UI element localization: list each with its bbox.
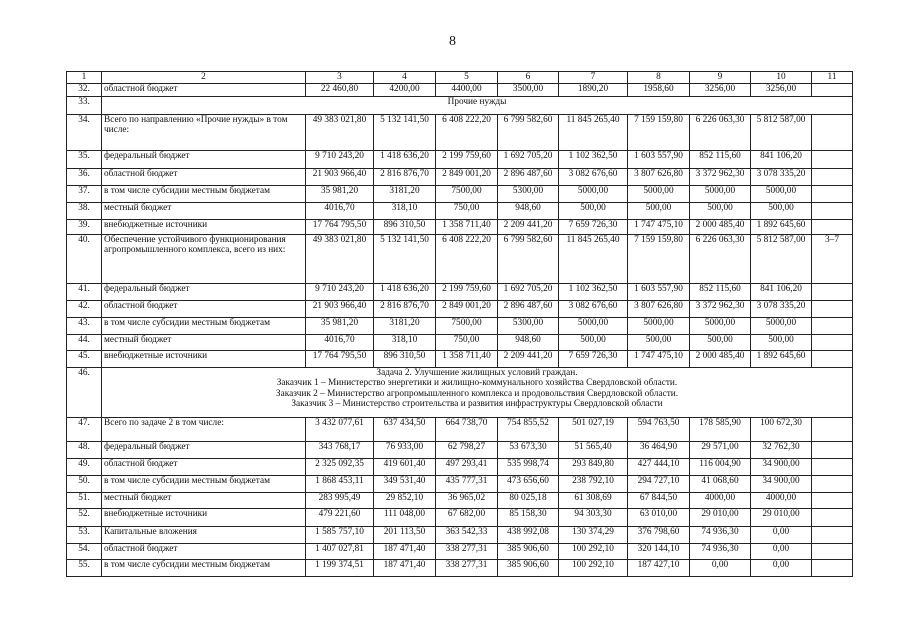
- amount-cell: 100 672,30: [751, 418, 812, 442]
- target-reference-cell: 3–7: [812, 235, 853, 284]
- amount-cell: 2 849 001,20: [436, 301, 498, 318]
- amount-cell: 318,10: [374, 335, 436, 351]
- amount-cell: 67 682,00: [436, 509, 498, 527]
- amount-cell: 500,00: [559, 203, 628, 220]
- column-number: 1: [67, 72, 102, 84]
- amount-cell: 1 603 557,90: [628, 151, 690, 169]
- amount-cell: 500,00: [559, 335, 628, 351]
- amount-cell: 1 892 645,60: [751, 351, 812, 368]
- amount-cell: 896 310,50: [374, 351, 436, 368]
- row-number: 40.: [67, 235, 102, 284]
- amount-cell: 948,60: [498, 335, 559, 351]
- amount-cell: 3256,00: [751, 84, 812, 97]
- table-row: [67, 351, 853, 368]
- table-row: [67, 418, 853, 442]
- amount-cell: 1 747 475,10: [628, 220, 690, 235]
- row-label: местный бюджет: [102, 203, 306, 220]
- row-number: 41.: [67, 284, 102, 301]
- amount-cell: 500,00: [751, 335, 812, 351]
- amount-cell: 4400,00: [436, 84, 498, 97]
- amount-cell: 130 374,29: [559, 527, 628, 544]
- row-label: местный бюджет: [102, 493, 306, 509]
- amount-cell: 2 816 876,70: [374, 169, 436, 186]
- amount-cell: 2 000 485,40: [690, 351, 751, 368]
- row-number: 43.: [67, 318, 102, 335]
- amount-cell: 1 102 362,50: [559, 284, 628, 301]
- table-row: [67, 509, 853, 527]
- row-number: 50.: [67, 476, 102, 493]
- amount-cell: 1 358 711,40: [436, 220, 498, 235]
- amount-cell: 5 132 141,50: [374, 235, 436, 284]
- row-number: 55.: [67, 560, 102, 577]
- table-row: [67, 169, 853, 186]
- amount-cell: 116 004,90: [690, 459, 751, 476]
- table-row: [67, 318, 853, 335]
- amount-cell: 750,00: [436, 335, 498, 351]
- amount-cell: 76 933,00: [374, 442, 436, 459]
- table-row: [67, 335, 853, 351]
- amount-cell: 7 659 726,30: [559, 351, 628, 368]
- amount-cell: 7 659 726,30: [559, 220, 628, 235]
- amount-cell: 500,00: [628, 203, 690, 220]
- amount-cell: 283 995,49: [306, 493, 374, 509]
- amount-cell: 385 906,60: [498, 544, 559, 560]
- table-row: [67, 284, 853, 301]
- amount-cell: 594 763,50: [628, 418, 690, 442]
- section-heading-line: Задача 2. Улучшение жилищных условий граждан.: [376, 368, 578, 378]
- row-label: областной бюджет: [102, 84, 306, 97]
- amount-cell: 500,00: [628, 335, 690, 351]
- target-reference-cell: [812, 169, 853, 186]
- table-row: [67, 301, 853, 318]
- amount-cell: 1 418 636,20: [374, 284, 436, 301]
- amount-cell: 1 102 362,50: [559, 151, 628, 169]
- amount-cell: 2 896 487,60: [498, 301, 559, 318]
- column-number: 7: [559, 72, 628, 84]
- row-label: областной бюджет: [102, 544, 306, 560]
- amount-cell: 385 906,60: [498, 560, 559, 577]
- column-number: 11: [812, 72, 853, 84]
- amount-cell: 4000,00: [751, 493, 812, 509]
- row-label: в том числе субсидии местным бюджетам: [102, 560, 306, 577]
- target-reference-cell: [812, 476, 853, 493]
- amount-cell: 852 115,60: [690, 284, 751, 301]
- amount-cell: 51 565,40: [559, 442, 628, 459]
- amount-cell: 5 132 141,50: [374, 115, 436, 151]
- amount-cell: 74 936,30: [690, 544, 751, 560]
- amount-cell: 67 844,50: [628, 493, 690, 509]
- program-financing-table: [66, 71, 853, 577]
- target-reference-cell: [812, 493, 853, 509]
- row-number: 36.: [67, 169, 102, 186]
- table-row: [67, 544, 853, 560]
- amount-cell: 2 199 759,60: [436, 151, 498, 169]
- amount-cell: 2 896 487,60: [498, 169, 559, 186]
- amount-cell: 1 692 705,20: [498, 284, 559, 301]
- table-row: [67, 97, 853, 115]
- amount-cell: 500,00: [690, 335, 751, 351]
- amount-cell: 376 798,60: [628, 527, 690, 544]
- amount-cell: 438 992,08: [498, 527, 559, 544]
- amount-cell: 2 849 001,20: [436, 169, 498, 186]
- amount-cell: 896 310,50: [374, 220, 436, 235]
- amount-cell: 1 747 475,10: [628, 351, 690, 368]
- amount-cell: 3 372 962,30: [690, 301, 751, 318]
- table-row: [67, 476, 853, 493]
- amount-cell: 535 998,74: [498, 459, 559, 476]
- amount-cell: 2 209 441,20: [498, 351, 559, 368]
- amount-cell: 294 727,10: [628, 476, 690, 493]
- amount-cell: 5000,00: [559, 318, 628, 335]
- row-label: в том числе субсидии местным бюджетам: [102, 476, 306, 493]
- table-body: [67, 72, 853, 577]
- amount-cell: 363 542,33: [436, 527, 498, 544]
- row-number: 54.: [67, 544, 102, 560]
- row-number: 47.: [67, 418, 102, 442]
- amount-cell: 0,00: [751, 527, 812, 544]
- row-label: в том числе субсидии местным бюджетам: [102, 318, 306, 335]
- amount-cell: 2 209 441,20: [498, 220, 559, 235]
- table-row: [67, 84, 853, 97]
- amount-cell: 1 603 557,90: [628, 284, 690, 301]
- amount-cell: 111 048,00: [374, 509, 436, 527]
- amount-cell: 6 408 222,20: [436, 115, 498, 151]
- amount-cell: 1958,60: [628, 84, 690, 97]
- amount-cell: 500,00: [690, 203, 751, 220]
- amount-cell: 35 981,20: [306, 186, 374, 203]
- amount-cell: 6 226 063,30: [690, 115, 751, 151]
- target-reference-cell: [812, 151, 853, 169]
- section-heading: [102, 368, 853, 418]
- amount-cell: 53 673,30: [498, 442, 559, 459]
- target-reference-cell: [812, 220, 853, 235]
- amount-cell: 320 144,10: [628, 544, 690, 560]
- table-row: [67, 220, 853, 235]
- amount-cell: 841 106,20: [751, 151, 812, 169]
- amount-cell: 85 158,30: [498, 509, 559, 527]
- table-row: [67, 493, 853, 509]
- column-number: 2: [102, 72, 306, 84]
- amount-cell: 238 792,10: [559, 476, 628, 493]
- amount-cell: 21 903 966,40: [306, 301, 374, 318]
- amount-cell: 5000,00: [628, 186, 690, 203]
- amount-cell: 427 444,10: [628, 459, 690, 476]
- amount-cell: 7500,00: [436, 318, 498, 335]
- amount-cell: 49 383 021,80: [306, 235, 374, 284]
- amount-cell: 338 277,31: [436, 560, 498, 577]
- amount-cell: 1 868 453,11: [306, 476, 374, 493]
- amount-cell: 34 900,00: [751, 476, 812, 493]
- amount-cell: 500,00: [751, 203, 812, 220]
- amount-cell: 7500,00: [436, 186, 498, 203]
- amount-cell: 17 764 795,50: [306, 351, 374, 368]
- amount-cell: 3 082 676,60: [559, 169, 628, 186]
- amount-cell: 3 078 335,20: [751, 301, 812, 318]
- row-label: федеральный бюджет: [102, 284, 306, 301]
- amount-cell: 3 807 626,80: [628, 301, 690, 318]
- amount-cell: 100 292,10: [559, 544, 628, 560]
- amount-cell: 1 358 711,40: [436, 351, 498, 368]
- amount-cell: 5300,00: [498, 186, 559, 203]
- table-row: [67, 560, 853, 577]
- page-number: 8: [449, 34, 456, 49]
- target-reference-cell: [812, 459, 853, 476]
- amount-cell: 29 571,00: [690, 442, 751, 459]
- amount-cell: 1 585 757,10: [306, 527, 374, 544]
- row-number: 53.: [67, 527, 102, 544]
- amount-cell: 29 852,10: [374, 493, 436, 509]
- amount-cell: 41 068,60: [690, 476, 751, 493]
- amount-cell: 36 464,90: [628, 442, 690, 459]
- section-heading-line: Заказчик 3 – Министерство строительства и развития инфраструктуры Свердловской области: [291, 399, 663, 410]
- column-number: 3: [306, 72, 374, 84]
- amount-cell: 0,00: [751, 560, 812, 577]
- amount-cell: 7 159 159,80: [628, 235, 690, 284]
- column-number: 5: [436, 72, 498, 84]
- row-number: 52.: [67, 509, 102, 527]
- amount-cell: 473 656,60: [498, 476, 559, 493]
- row-label: местный бюджет: [102, 335, 306, 351]
- amount-cell: 318,10: [374, 203, 436, 220]
- amount-cell: 29 010,00: [751, 509, 812, 527]
- amount-cell: 100 292,10: [559, 560, 628, 577]
- amount-cell: 5000,00: [628, 318, 690, 335]
- target-reference-cell: [812, 351, 853, 368]
- amount-cell: 3 082 676,60: [559, 301, 628, 318]
- target-reference-cell: [812, 335, 853, 351]
- amount-cell: 80 025,18: [498, 493, 559, 509]
- amount-cell: 32 762,30: [751, 442, 812, 459]
- row-number: 37.: [67, 186, 102, 203]
- amount-cell: 187 471,40: [374, 560, 436, 577]
- table-row: [67, 151, 853, 169]
- row-label: Обеспечение устойчивого функционирования агропромышленного комплекса, всего из них:: [102, 235, 306, 284]
- target-reference-cell: [812, 115, 853, 151]
- amount-cell: 5000,00: [690, 186, 751, 203]
- amount-cell: 6 226 063,30: [690, 235, 751, 284]
- amount-cell: 6 408 222,20: [436, 235, 498, 284]
- amount-cell: 36 965,02: [436, 493, 498, 509]
- table-row: [67, 235, 853, 284]
- amount-cell: 5300,00: [498, 318, 559, 335]
- target-reference-cell: [812, 560, 853, 577]
- amount-cell: 497 293,41: [436, 459, 498, 476]
- amount-cell: 1 418 636,20: [374, 151, 436, 169]
- target-reference-cell: [812, 318, 853, 335]
- target-reference-cell: [812, 284, 853, 301]
- amount-cell: 6 799 582,60: [498, 115, 559, 151]
- row-number: 49.: [67, 459, 102, 476]
- amount-cell: 664 738,70: [436, 418, 498, 442]
- row-label: Всего по задаче 2 в том числе:: [102, 418, 306, 442]
- amount-cell: 479 221,60: [306, 509, 374, 527]
- amount-cell: 0,00: [751, 544, 812, 560]
- amount-cell: 11 845 265,40: [559, 235, 628, 284]
- amount-cell: 94 303,30: [559, 509, 628, 527]
- amount-cell: 293 849,80: [559, 459, 628, 476]
- amount-cell: 74 936,30: [690, 527, 751, 544]
- amount-cell: 3 078 335,20: [751, 169, 812, 186]
- amount-cell: 841 106,20: [751, 284, 812, 301]
- target-reference-cell: [812, 301, 853, 318]
- amount-cell: 2 199 759,60: [436, 284, 498, 301]
- amount-cell: 1 892 645,60: [751, 220, 812, 235]
- row-label: в том числе субсидии местным бюджетам: [102, 186, 306, 203]
- row-label: федеральный бюджет: [102, 151, 306, 169]
- amount-cell: 1 692 705,20: [498, 151, 559, 169]
- amount-cell: 34 900,00: [751, 459, 812, 476]
- row-label: федеральный бюджет: [102, 442, 306, 459]
- row-label: областной бюджет: [102, 169, 306, 186]
- target-reference-cell: [812, 442, 853, 459]
- table-row: [67, 186, 853, 203]
- section-heading-line: Заказчик 1 – Министерство энергетики и жилищно-коммунального хозяйства Свердловской области.: [276, 378, 678, 389]
- amount-cell: 3 807 626,80: [628, 169, 690, 186]
- amount-cell: 3181,20: [374, 318, 436, 335]
- amount-cell: 3181,20: [374, 186, 436, 203]
- amount-cell: 4016,70: [306, 203, 374, 220]
- amount-cell: 63 010,00: [628, 509, 690, 527]
- row-label: внебюджетные источники: [102, 509, 306, 527]
- amount-cell: 750,00: [436, 203, 498, 220]
- row-number: 45.: [67, 351, 102, 368]
- amount-cell: 2 816 876,70: [374, 301, 436, 318]
- amount-cell: 5000,00: [559, 186, 628, 203]
- column-number: 8: [628, 72, 690, 84]
- amount-cell: 61 308,69: [559, 493, 628, 509]
- amount-cell: 7 159 159,80: [628, 115, 690, 151]
- amount-cell: 35 981,20: [306, 318, 374, 335]
- amount-cell: 29 010,00: [690, 509, 751, 527]
- row-label: внебюджетные источники: [102, 220, 306, 235]
- amount-cell: 338 277,31: [436, 544, 498, 560]
- row-number: 33.: [67, 97, 102, 115]
- amount-cell: 1 407 027,81: [306, 544, 374, 560]
- amount-cell: 4000,00: [690, 493, 751, 509]
- row-label: внебюджетные источники: [102, 351, 306, 368]
- row-number: 32.: [67, 84, 102, 97]
- amount-cell: 11 845 265,40: [559, 115, 628, 151]
- section-heading: Прочие нужды: [102, 97, 853, 115]
- row-label: Капитальные вложения: [102, 527, 306, 544]
- amount-cell: 3256,00: [690, 84, 751, 97]
- amount-cell: 17 764 795,50: [306, 220, 374, 235]
- amount-cell: 3500,00: [498, 84, 559, 97]
- amount-cell: 4016,70: [306, 335, 374, 351]
- table-row: [67, 459, 853, 476]
- amount-cell: 5000,00: [690, 318, 751, 335]
- amount-cell: 21 903 966,40: [306, 169, 374, 186]
- amount-cell: 2 325 092,35: [306, 459, 374, 476]
- amount-cell: 9 710 243,20: [306, 151, 374, 169]
- target-reference-cell: [812, 544, 853, 560]
- amount-cell: 1890,20: [559, 84, 628, 97]
- amount-cell: 5000,00: [751, 186, 812, 203]
- amount-cell: 5 812 587,00: [751, 115, 812, 151]
- amount-cell: 187 471,40: [374, 544, 436, 560]
- amount-cell: 637 434,50: [374, 418, 436, 442]
- column-number-row: [67, 72, 853, 84]
- amount-cell: 3 372 962,30: [690, 169, 751, 186]
- amount-cell: 754 855,52: [498, 418, 559, 442]
- amount-cell: 62 798,27: [436, 442, 498, 459]
- amount-cell: 435 777,31: [436, 476, 498, 493]
- amount-cell: 3 432 077,61: [306, 418, 374, 442]
- amount-cell: 187 427,10: [628, 560, 690, 577]
- target-reference-cell: [812, 203, 853, 220]
- section-heading-line: Заказчик 2 – Министерство агропромышленного комплекса и продовольствия Свердловской области.: [275, 388, 679, 399]
- row-number: 48.: [67, 442, 102, 459]
- amount-cell: 178 585,90: [690, 418, 751, 442]
- amount-cell: 349 531,40: [374, 476, 436, 493]
- amount-cell: 2 000 485,40: [690, 220, 751, 235]
- table-row: [67, 203, 853, 220]
- row-number: 35.: [67, 151, 102, 169]
- target-reference-cell: [812, 527, 853, 544]
- row-number: 34.: [67, 115, 102, 151]
- table-row: [67, 527, 853, 544]
- row-label: Всего по направлению «Прочие нужды» в том числе:: [102, 115, 306, 151]
- row-label: областной бюджет: [102, 459, 306, 476]
- amount-cell: 49 383 021,80: [306, 115, 374, 151]
- amount-cell: 1 199 374,51: [306, 560, 374, 577]
- row-label: областной бюджет: [102, 301, 306, 318]
- amount-cell: 852 115,60: [690, 151, 751, 169]
- amount-cell: 9 710 243,20: [306, 284, 374, 301]
- amount-cell: 201 113,50: [374, 527, 436, 544]
- amount-cell: 343 768,17: [306, 442, 374, 459]
- table-row: [67, 115, 853, 151]
- target-reference-cell: [812, 418, 853, 442]
- column-number: 10: [751, 72, 812, 84]
- row-number: 39.: [67, 220, 102, 235]
- amount-cell: 6 799 582,60: [498, 235, 559, 284]
- column-number: 4: [374, 72, 436, 84]
- row-number: 38.: [67, 203, 102, 220]
- amount-cell: 419 601,40: [374, 459, 436, 476]
- row-number: 42.: [67, 301, 102, 318]
- target-reference-cell: [812, 509, 853, 527]
- target-reference-cell: [812, 186, 853, 203]
- table-row: [67, 368, 853, 418]
- column-number: 6: [498, 72, 559, 84]
- target-reference-cell: [812, 84, 853, 97]
- table-row: [67, 442, 853, 459]
- row-number: 46.: [67, 368, 102, 418]
- amount-cell: 948,60: [498, 203, 559, 220]
- row-number: 51.: [67, 493, 102, 509]
- column-number: 9: [690, 72, 751, 84]
- amount-cell: 0,00: [690, 560, 751, 577]
- row-number: 44.: [67, 335, 102, 351]
- amount-cell: 4200,00: [374, 84, 436, 97]
- amount-cell: 5 812 587,00: [751, 235, 812, 284]
- amount-cell: 5000,00: [751, 318, 812, 335]
- amount-cell: 22 460,80: [306, 84, 374, 97]
- amount-cell: 501 027,19: [559, 418, 628, 442]
